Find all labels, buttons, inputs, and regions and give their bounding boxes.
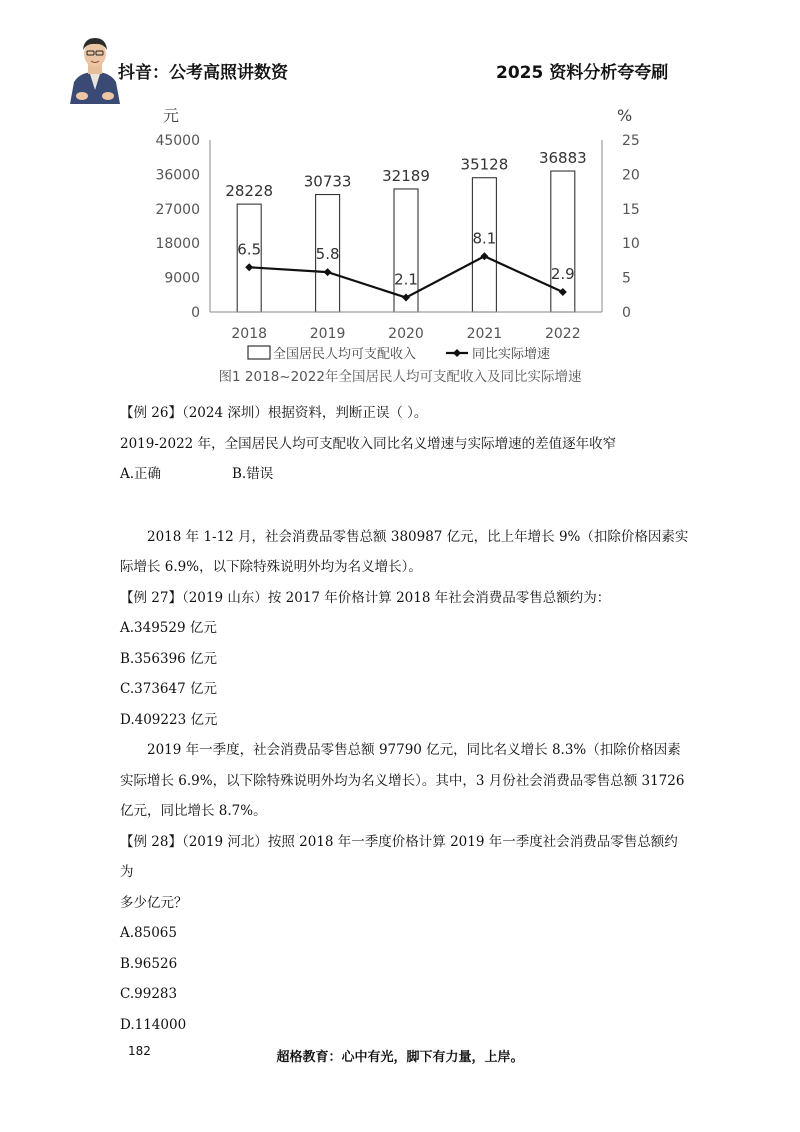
example-26-title: 【例 26】（2024 深圳）根据资料，判断正误（ ）。: [120, 405, 428, 421]
option-b: B.错误: [232, 466, 274, 482]
right-tick-label: 20: [622, 167, 640, 184]
year-tick-label: 2018: [231, 326, 268, 342]
option-b: B.356396 亿元: [120, 650, 218, 667]
paragraph-1-line-1: 2018 年 1-12 月，社会消费品零售总额 380987 亿元，比上年增长 9%（扣除价格因素实: [147, 528, 689, 545]
chart-caption: 图1 2018~2022年全国居民人均可支配收入及同比实际增速: [218, 369, 582, 385]
left-tick-label: 18000: [155, 236, 200, 253]
legend-line-marker: [453, 349, 461, 357]
right-tick-label: 0: [622, 305, 631, 321]
paragraph-2-line-1: 2019 年一季度，社会消费品零售总额 97790 亿元，同比名义增长 8.3%（扣除价格因素: [147, 742, 681, 758]
left-tick-label: 0: [191, 305, 200, 321]
left-tick-label: 9000: [164, 270, 200, 287]
example-27-title: 【例 27】（2019 山东）按 2017 年价格计算 2018 年社会消费品零售总额约为：: [120, 589, 611, 606]
income-bar-label: 28228: [225, 182, 274, 201]
left-tick-label: 45000: [155, 133, 200, 149]
year-tick-label: 2022: [544, 326, 581, 342]
header-douyin-account: 抖音：公考高照讲数资: [118, 63, 288, 83]
option-d: D.114000: [120, 1016, 187, 1033]
right-tick-label: 15: [622, 201, 640, 218]
income-bar-label: 32189: [382, 166, 430, 185]
growth-point-label: 6.5: [237, 240, 262, 259]
paragraph-1-line-2: 际增长 6.9%，以下除特殊说明外均为名义增长）。: [120, 559, 422, 575]
year-tick-label: 2021: [466, 326, 503, 342]
option-d: D.409223 亿元: [120, 711, 218, 728]
example-28-title-line-1: 【例 28】（2019 河北）按照 2018 年一季度价格计算 2019 年一季度社会消费品零售总额约为: [120, 833, 678, 880]
header-book-title: 2025 资料分析夸夸刷: [496, 63, 669, 83]
growth-point-label: 2.9: [550, 265, 575, 284]
income-chart: [0, 96, 800, 396]
paragraph-2-line-3: 亿元，同比增长 8.7%。: [120, 803, 267, 819]
option-a: A.正确: [120, 466, 162, 482]
example-26-statement: 2019-2022 年，全国居民人均可支配收入同比名义增速与实际增速的差值逐年收窄: [120, 435, 617, 452]
option-b: B.96526: [120, 955, 178, 972]
growth-point-label: 8.1: [472, 229, 497, 248]
right-tick-label: 25: [622, 133, 640, 149]
option-c: C.99283: [120, 986, 178, 1002]
author-avatar: [66, 30, 124, 104]
income-bar-label: 30733: [303, 172, 352, 191]
option-a: A.85065: [120, 925, 177, 941]
example-26-options: [120, 459, 690, 490]
page-number: 182: [128, 1044, 151, 1058]
income-bar-label: 35128: [460, 155, 509, 174]
right-tick-label: 5: [622, 270, 631, 287]
year-tick-label: 2020: [388, 326, 424, 342]
year-tick-label: 2019: [309, 326, 346, 342]
left-tick-label: 36000: [155, 167, 200, 184]
legend-line-label: 同比实际增速: [472, 347, 551, 362]
income-bar-label: 36883: [538, 149, 587, 168]
growth-point-label: 5.8: [315, 245, 340, 264]
option-c: C.373647 亿元: [120, 681, 217, 697]
right-axis-unit: %: [617, 106, 633, 125]
paragraph-2-line-2: 实际增长 6.9%，以下除特殊说明外均为名义增长）。其中，3 月份社会消费品零售总额 31726: [120, 772, 685, 789]
left-tick-label: 27000: [155, 201, 200, 218]
left-axis-unit: 元: [163, 106, 180, 125]
example-28-title-line-2: 多少亿元？: [120, 894, 188, 911]
option-a: A.349529 亿元: [120, 620, 217, 636]
right-tick-label: 10: [622, 236, 640, 253]
growth-point-label: 2.1: [394, 270, 418, 289]
footer-slogan: 超格教育：心中有光，脚下有力量，上岸。: [276, 1050, 524, 1065]
legend-bar-label: 全国居民人均可支配收入: [273, 347, 417, 362]
page-content: [120, 398, 690, 1040]
legend-bar-swatch: [248, 346, 270, 359]
